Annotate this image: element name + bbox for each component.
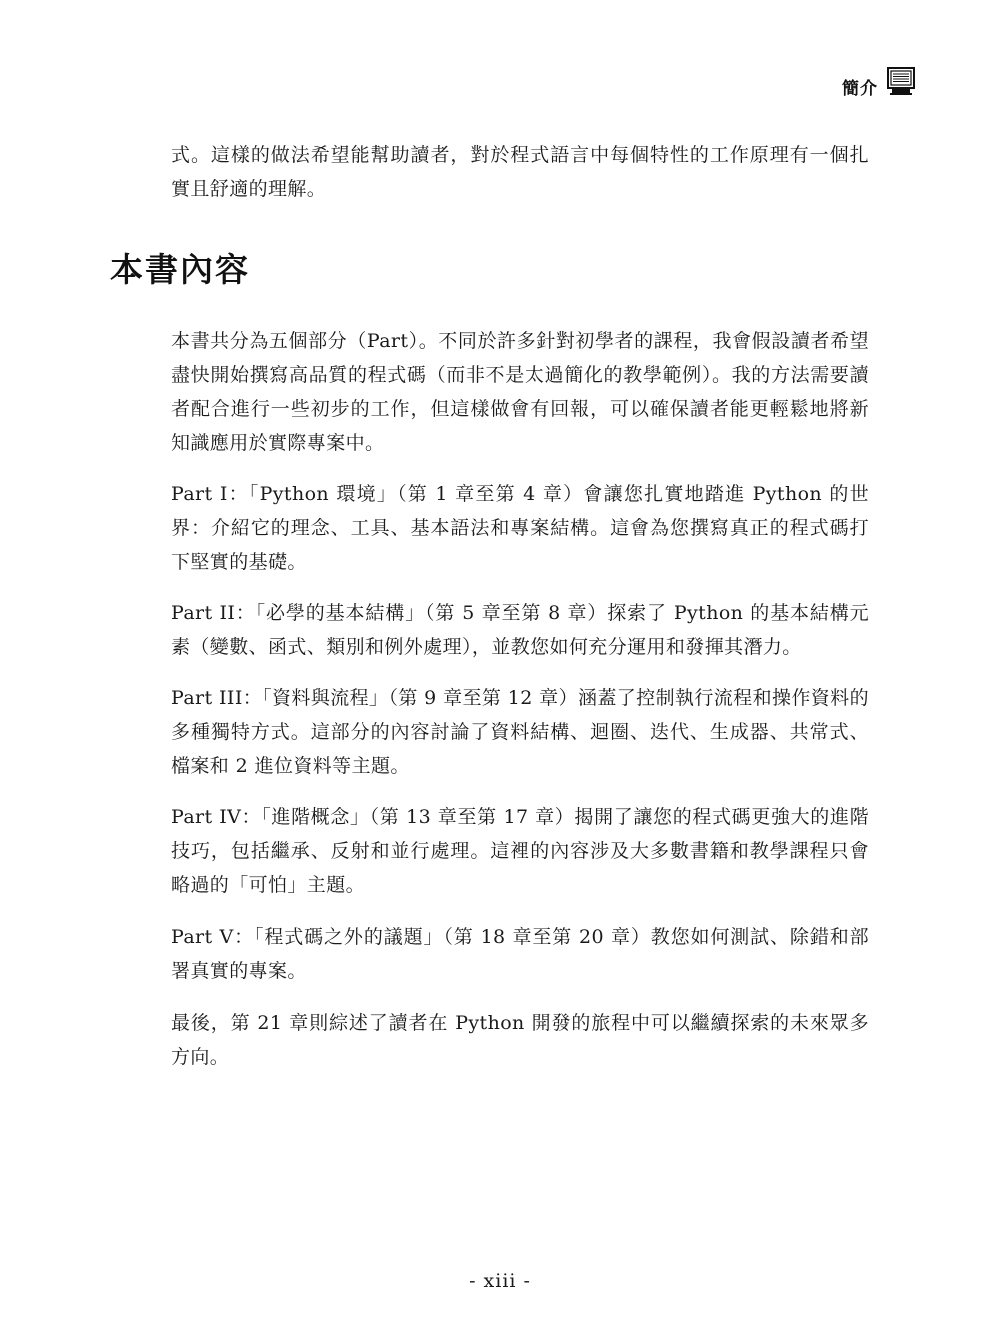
paragraph-part-4: Part IV：「進階概念」（第 13 章至第 17 章）揭開了讓您的程式碼更強大的進階技巧，包括繼承、反射和並行處理。這裡的內容涉及大多數書籍和教學課程只會略過的「可怕」主題。 <box>171 806 869 896</box>
page-number: - xiii - <box>469 1270 531 1292</box>
paragraph-overview: 本書共分為五個部分（Part）。不同於許多針對初學者的課程，我會假設讀者希望盡快開始撰寫高品質的程式碼（而非不是太過簡化的教學範例）。我的方法需要讀者配合進行一些初步的工作，但這樣做會有回報，可以確保讀者能更輕鬆地將新知識應用於實際專案中。 <box>171 330 869 454</box>
section-heading: 本書內容 <box>110 250 250 289</box>
paragraph-closing: 最後，第 21 章則綜述了讀者在 Python 開發的旅程中可以繼續探索的未來眾多方向。 <box>171 1012 869 1068</box>
computer-monitor-icon <box>886 66 916 96</box>
paragraph-part-2: Part II：「必學的基本結構」（第 5 章至第 8 章）探索了 Python 的基本結構元素（變數、函式、類別和例外處理），並教您如何充分運用和發揮其潛力。 <box>171 602 869 658</box>
paragraph-part-3: Part III：「資料與流程」（第 9 章至第 12 章）涵蓋了控制執行流程和操作資料的多種獨特方式。這部分的內容討論了資料結構、迴圈、迭代、生成器、共常式、檔案和 2 進位資料等主題。 <box>171 687 869 777</box>
paragraph-part-1: Part I：「Python 環境」（第 1 章至第 4 章）會讓您扎實地踏進 Python 的世界：介紹它的理念、工具、基本語法和專案結構。這會為您撰寫真正的程式碼打下堅實的基礎。 <box>171 483 869 573</box>
chapter-title: 簡介 <box>842 79 878 99</box>
paragraph-part-5: Part V：「程式碼之外的議題」（第 18 章至第 20 章）教您如何測試、除錯和部署真實的專案。 <box>171 926 869 982</box>
intro-paragraph: 式。這樣的做法希望能幫助讀者，對於程式語言中每個特性的工作原理有一個扎實且舒適的理解。 <box>171 144 869 200</box>
running-header <box>842 62 916 99</box>
